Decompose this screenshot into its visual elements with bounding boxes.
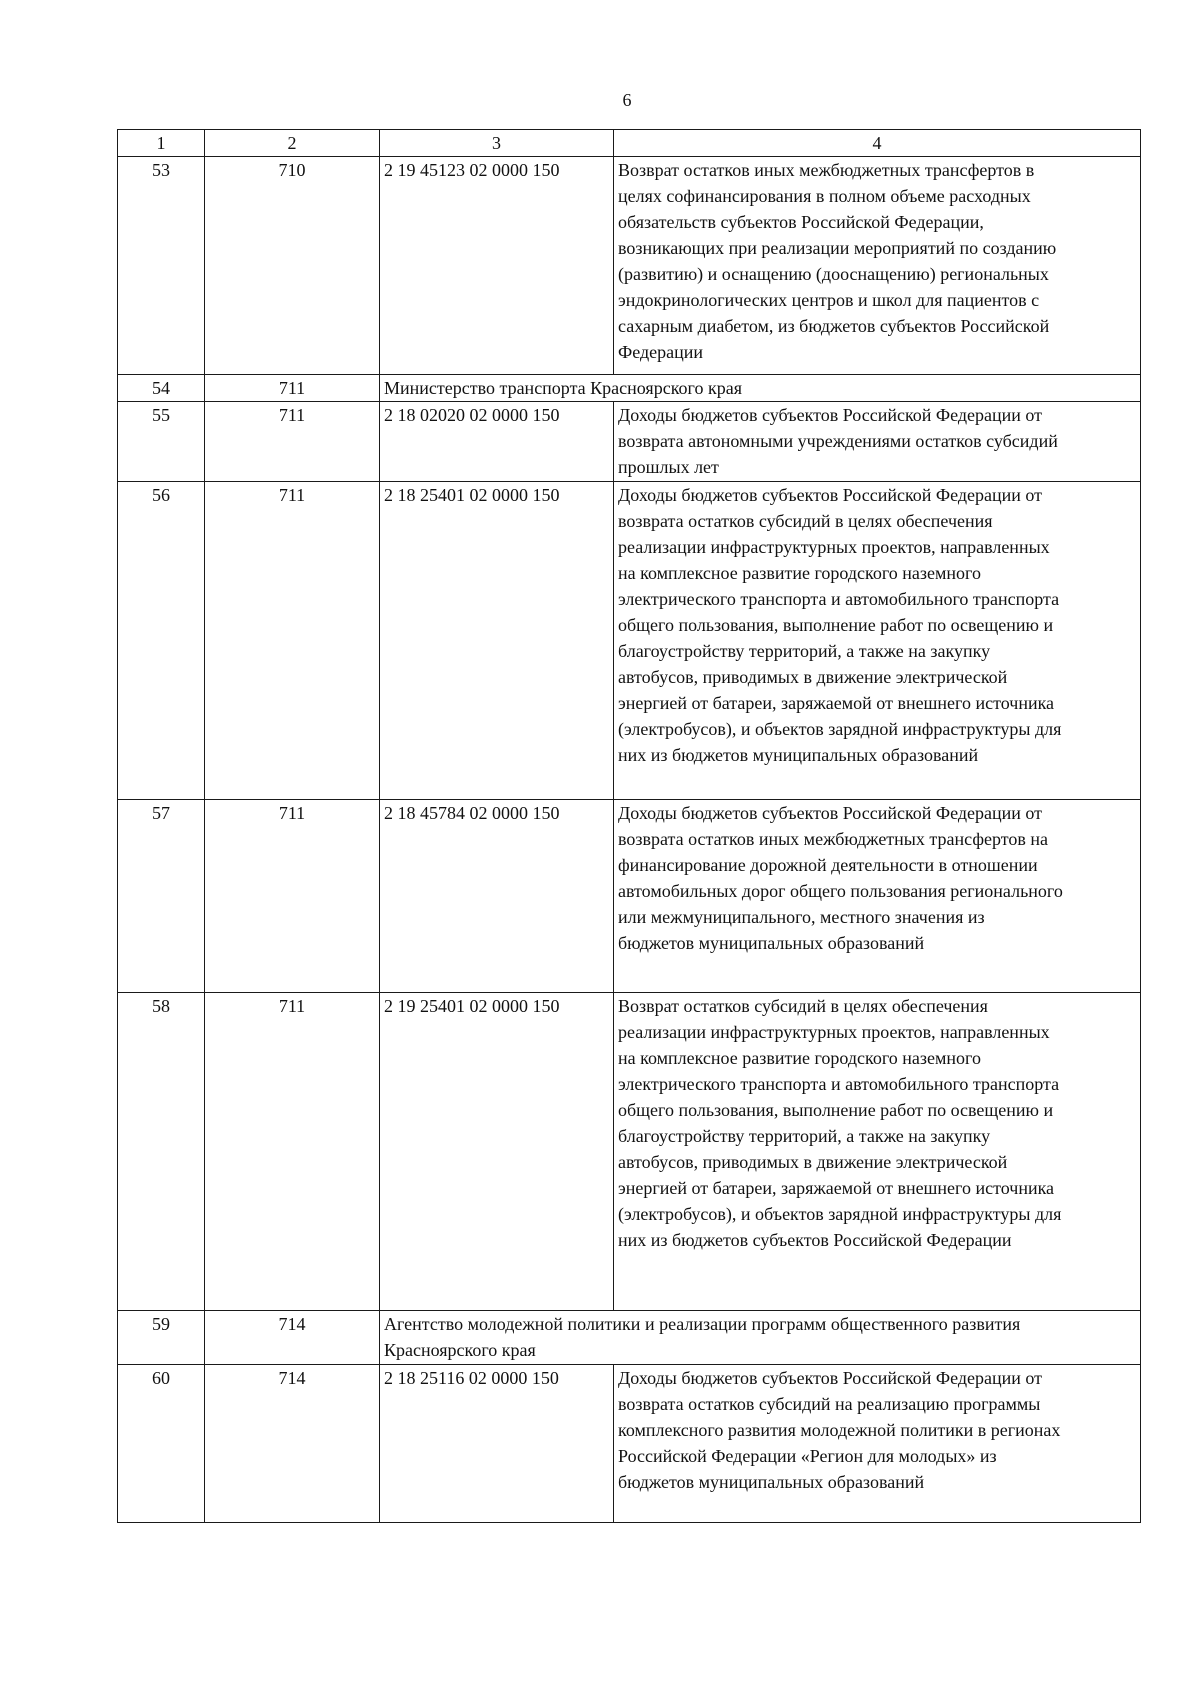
- table-row: [118, 157, 1141, 375]
- admin-code: 714: [205, 1311, 380, 1365]
- row-number: 55: [118, 402, 205, 482]
- income-name: Возврат остатков субсидий в целях обеспечения реализации инфраструктурных проектов, направленных на комплексное развитие городского наземного электрического транспорта и автомобильного транспорта общего пользования, выполнение работ по освещению и благоустройству территорий, а также на закупку автобусов, приводимых в движение электрической энергией от батареи, заряжаемой от внешнего источника (электробусов), и объектов зарядной инфраструктуры для них из бюджетов субъектов Российской Федерации: [614, 993, 1141, 1311]
- income-name: Доходы бюджетов субъектов Российской Федерации от возврата остатков субсидий в целях обеспечения реализации инфраструктурных проектов, направленных на комплексное развитие городского наземного электрического транспорта и автомобильного транспорта общего пользования, выполнение работ по освещению и благоустройству территорий, а также на закупку автобусов, приводимых в движение электрической энергией от батареи, заряжаемой от внешнего источника (электробусов), и объектов зарядной инфраструктуры для них из бюджетов муниципальных образований: [614, 482, 1141, 800]
- table-row: [118, 375, 1141, 402]
- table-row: [118, 800, 1141, 993]
- table-row: [118, 482, 1141, 800]
- revenue-codes-table: [117, 129, 1141, 1523]
- row-number: 58: [118, 993, 205, 1311]
- header-col-2: 2: [205, 130, 380, 157]
- row-number: 60: [118, 1365, 205, 1523]
- admin-code: 711: [205, 800, 380, 993]
- budget-classification-code: 2 19 45123 02 0000 150: [380, 157, 614, 375]
- budget-classification-code: 2 18 25401 02 0000 150: [380, 482, 614, 800]
- table-row: [118, 402, 1141, 482]
- admin-code: 711: [205, 993, 380, 1311]
- admin-code: 710: [205, 157, 380, 375]
- table-row: [118, 993, 1141, 1311]
- page-number: 6: [622, 90, 632, 110]
- table-row: [118, 1311, 1141, 1365]
- administrator-name: Агентство молодежной политики и реализации программ общественного развития Красноярского края: [380, 1311, 1141, 1365]
- budget-classification-code: 2 18 25116 02 0000 150: [380, 1365, 614, 1523]
- table-header-row: [118, 130, 1141, 157]
- header-col-4: 4: [614, 130, 1141, 157]
- row-number: 53: [118, 157, 205, 375]
- income-name: Доходы бюджетов субъектов Российской Федерации от возврата автономными учреждениями остатков субсидий прошлых лет: [614, 402, 1141, 482]
- admin-code: 714: [205, 1365, 380, 1523]
- row-number: 56: [118, 482, 205, 800]
- income-name: Возврат остатков иных межбюджетных трансфертов в целях софинансирования в полном объеме расходных обязательств субъектов Российской Федерации, возникающих при реализации мероприятий по созданию (развитию) и оснащению (дооснащению) региональных эндокринологических центров и школ для пациентов с сахарным диабетом, из бюджетов субъектов Российской Федерации: [614, 157, 1141, 375]
- row-number: 54: [118, 375, 205, 402]
- admin-code: 711: [205, 402, 380, 482]
- budget-classification-code: 2 19 25401 02 0000 150: [380, 993, 614, 1311]
- table-row: [118, 1365, 1141, 1523]
- budget-classification-code: 2 18 45784 02 0000 150: [380, 800, 614, 993]
- budget-classification-code: 2 18 02020 02 0000 150: [380, 402, 614, 482]
- header-col-1: 1: [118, 130, 205, 157]
- income-name: Доходы бюджетов субъектов Российской Федерации от возврата остатков субсидий на реализацию программы комплексного развития молодежной политики в регионах Российской Федерации «Регион для молодых» из бюджетов муниципальных образований: [614, 1365, 1141, 1523]
- administrator-name: Министерство транспорта Красноярского края: [380, 375, 1141, 402]
- row-number: 59: [118, 1311, 205, 1365]
- row-number: 57: [118, 800, 205, 993]
- income-name: Доходы бюджетов субъектов Российской Федерации от возврата остатков иных межбюджетных трансфертов на финансирование дорожной деятельности в отношении автомобильных дорог общего пользования регионального или межмуниципального, местного значения из бюджетов муниципальных образований: [614, 800, 1141, 993]
- admin-code: 711: [205, 482, 380, 800]
- header-col-3: 3: [380, 130, 614, 157]
- admin-code: 711: [205, 375, 380, 402]
